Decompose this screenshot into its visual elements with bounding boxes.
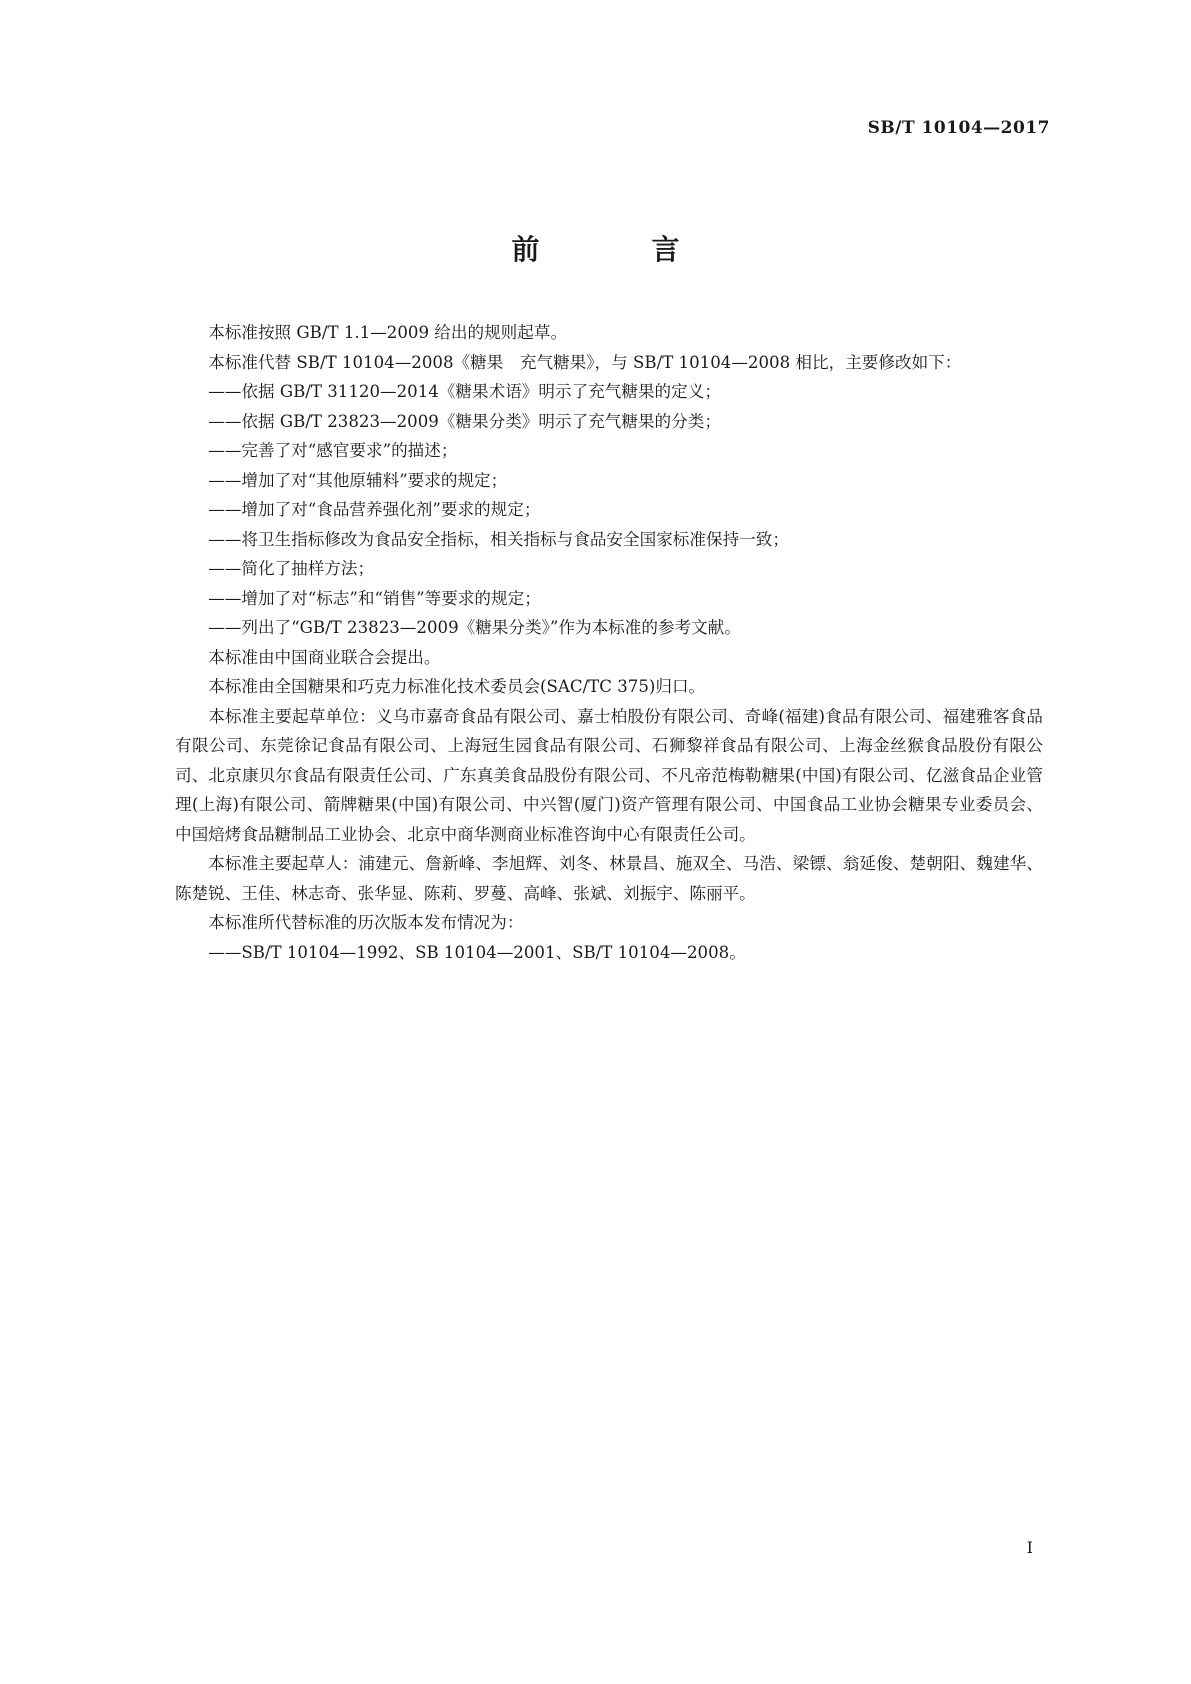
list-item: ——依据 GB/T 31120—2014《糖果术语》明示了充气糖果的定义； (208, 382, 721, 401)
page-number: I (1026, 1538, 1033, 1557)
standard-code: SB/T 10104—2017 (867, 118, 1050, 138)
list-item: ——SB/T 10104—1992、SB 10104—2001、SB/T 10104—2008。 (208, 942, 746, 962)
list-item: ——列出了“GB/T 23823—2009《糖果分类》”作为本标准的参考文献。 (208, 618, 741, 637)
paragraph: 本标准所代替标准的历次版本发布情况为： (208, 913, 524, 932)
paragraph: 本标准由中国商业联合会提出。 (208, 647, 441, 667)
list-item: ——增加了对“其他原辅料”要求的规定； (208, 470, 508, 490)
foreword-body (175, 318, 1043, 967)
paragraph: 本标准代替 SB/T 10104—2008《糖果 充气糖果》，与 SB/T 10104—2008 相比，主要修改如下： (208, 352, 962, 372)
paragraph-drafters: 本标准主要起草人：浦建元、詹新峰、李旭辉、刘冬、林景昌、施双全、马浩、梁镖、翁延俊、楚朝阳、魏建华、陈楚锐、王佳、林志奇、张华显、陈莉、罗蔓、高峰、张斌、刘振宇、陈丽平。 (175, 854, 1043, 903)
paragraph-drafting-units: 本标准主要起草单位：义乌市嘉奇食品有限公司、嘉士柏股份有限公司、奇峰(福建)食品有限公司、福建雅客食品有限公司、东莞徐记食品有限公司、上海冠生园食品有限公司、石狮黎祥食品有限公司、上海金丝猴食品股份有限公司、北京康贝尔食品有限责任公司、广东真美食品股份有限公司、不凡帝范梅勒糖果(中国)有限公司、亿滋食品企业管理(上海)有限公司、箭牌糖果(中国)有限公司、中兴智(厦门)资产管理有限公司、中国食品工业协会糖果专业委员会、中国焙烤食品糖制品工业协会、北京中商华测商业标准咨询中心有限责任公司。 (175, 706, 1043, 844)
page-title: 前 言 (511, 233, 722, 266)
list-item: ——简化了抽样方法； (208, 559, 375, 578)
list-item: ——增加了对“食品营养强化剂”要求的规定； (208, 500, 541, 519)
paragraph: 本标准按照 GB/T 1.1—2009 给出的规则起草。 (208, 323, 568, 342)
list-item: ——依据 GB/T 23823—2009《糖果分类》明示了充气糖果的分类； (208, 411, 721, 431)
list-item: ——将卫生指标修改为食品安全指标，相关指标与食品安全国家标准保持一致； (208, 529, 789, 549)
paragraph: 本标准由全国糖果和巧克力标准化技术委员会(SAC/TC 375)归口。 (208, 677, 706, 696)
list-item: ——增加了对“标志”和“销售”等要求的规定； (208, 588, 541, 608)
list-item: ——完善了对“感官要求”的描述； (208, 441, 458, 460)
